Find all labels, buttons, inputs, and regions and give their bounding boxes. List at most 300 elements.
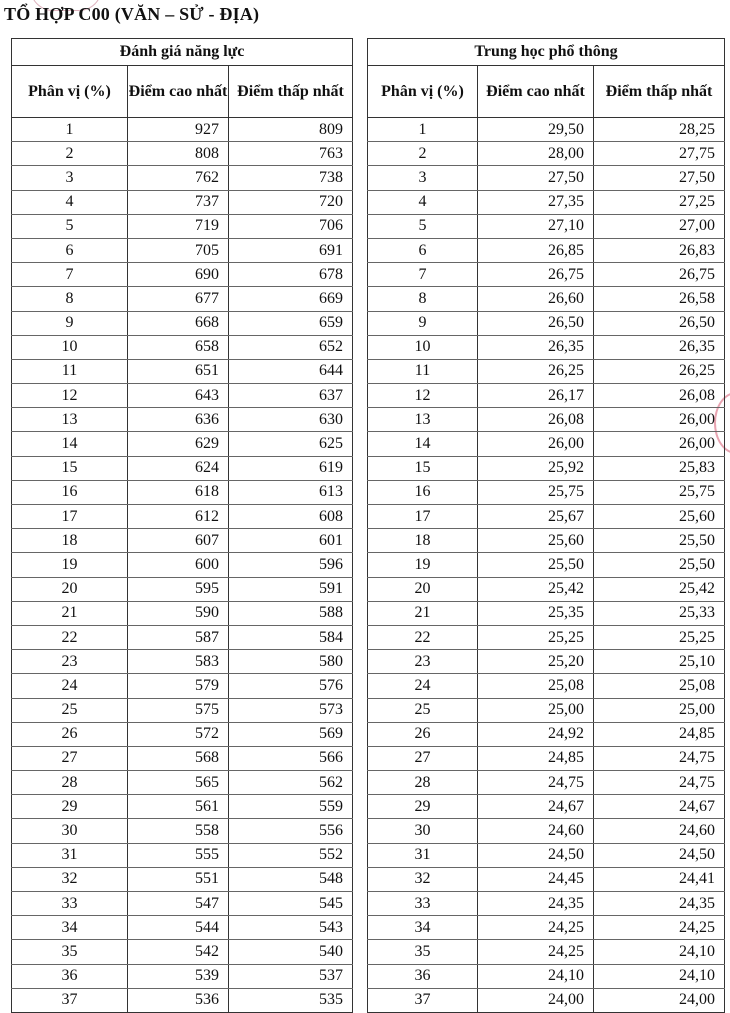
table-body (12, 118, 353, 1013)
percentile-cell: 37 (12, 988, 128, 1012)
percentile-cell: 30 (12, 819, 128, 843)
high-school-exam-table (367, 38, 725, 1013)
lowest-score-cell: 706 (229, 214, 353, 238)
highest-score-cell: 568 (128, 746, 229, 770)
lowest-score-cell: 543 (229, 916, 353, 940)
lowest-score-cell: 669 (229, 287, 353, 311)
lowest-score-cell: 25,75 (594, 480, 725, 504)
percentile-cell: 7 (12, 263, 128, 287)
table-row (368, 384, 725, 408)
table-row (12, 384, 353, 408)
page-heading: TỔ HỢP C00 (VĂN – SỬ - ĐỊA) (4, 4, 260, 24)
highest-score-cell: 25,42 (478, 577, 594, 601)
percentile-cell: 31 (368, 843, 478, 867)
highest-score-cell: 547 (128, 892, 229, 916)
table-row (368, 722, 725, 746)
table-row (368, 190, 725, 214)
percentile-cell: 10 (12, 335, 128, 359)
highest-score-cell: 705 (128, 238, 229, 262)
highest-score-cell: 544 (128, 916, 229, 940)
table-row (12, 746, 353, 770)
highest-score-cell: 25,75 (478, 480, 594, 504)
percentile-cell: 30 (368, 819, 478, 843)
percentile-cell: 22 (368, 625, 478, 649)
table-row (12, 601, 353, 625)
table-row (368, 311, 725, 335)
lowest-score-cell: 26,08 (594, 384, 725, 408)
percentile-cell: 25 (12, 698, 128, 722)
highest-score-cell: 607 (128, 529, 229, 553)
highest-score-cell: 25,25 (478, 625, 594, 649)
highest-score-cell: 26,60 (478, 287, 594, 311)
lowest-score-cell: 535 (229, 988, 353, 1012)
percentile-cell: 21 (368, 601, 478, 625)
lowest-score-cell: 26,00 (594, 432, 725, 456)
lowest-score-cell: 569 (229, 722, 353, 746)
highest-score-cell: 565 (128, 771, 229, 795)
percentile-cell: 17 (12, 505, 128, 529)
table-row (368, 746, 725, 770)
highest-score-cell: 24,25 (478, 940, 594, 964)
table-row (368, 795, 725, 819)
lowest-score-cell: 26,75 (594, 263, 725, 287)
lowest-score-cell: 24,50 (594, 843, 725, 867)
highest-score-cell: 26,25 (478, 359, 594, 383)
highest-score-cell: 555 (128, 843, 229, 867)
lowest-score-cell: 608 (229, 505, 353, 529)
lowest-score-cell: 25,25 (594, 625, 725, 649)
lowest-score-cell: 637 (229, 384, 353, 408)
lowest-score-cell: 24,25 (594, 916, 725, 940)
table-row (368, 480, 725, 504)
percentile-cell: 7 (368, 263, 478, 287)
table-row (12, 505, 353, 529)
highest-score-cell: 26,35 (478, 335, 594, 359)
table-row (12, 940, 353, 964)
percentile-cell: 32 (12, 867, 128, 891)
table-row (368, 505, 725, 529)
table-row (12, 287, 353, 311)
lowest-score-cell: 24,67 (594, 795, 725, 819)
lowest-score-cell: 619 (229, 456, 353, 480)
lowest-score-cell: 601 (229, 529, 353, 553)
percentile-cell: 4 (368, 190, 478, 214)
percentile-cell: 36 (12, 964, 128, 988)
lowest-score-cell: 540 (229, 940, 353, 964)
lowest-score-cell: 25,83 (594, 456, 725, 480)
percentile-cell: 16 (368, 480, 478, 504)
lowest-score-cell: 24,60 (594, 819, 725, 843)
percentile-cell: 21 (12, 601, 128, 625)
lowest-score-cell: 630 (229, 408, 353, 432)
lowest-score-cell: 26,83 (594, 238, 725, 262)
highest-score-cell: 25,92 (478, 456, 594, 480)
highest-score-cell: 629 (128, 432, 229, 456)
table-row (12, 867, 353, 891)
lowest-score-cell: 24,41 (594, 867, 725, 891)
lowest-score-cell: 566 (229, 746, 353, 770)
percentile-cell: 37 (368, 988, 478, 1012)
table-body (368, 118, 725, 1013)
percentile-cell: 5 (368, 214, 478, 238)
highest-score-cell: 25,35 (478, 601, 594, 625)
table-row (12, 408, 353, 432)
header-lowest-score: Điểm thấp nhất (594, 66, 725, 118)
percentile-cell: 14 (12, 432, 128, 456)
table-row (12, 553, 353, 577)
percentile-cell: 9 (368, 311, 478, 335)
percentile-cell: 4 (12, 190, 128, 214)
table-row (368, 166, 725, 190)
highest-score-cell: 24,00 (478, 988, 594, 1012)
highest-score-cell: 26,50 (478, 311, 594, 335)
highest-score-cell: 587 (128, 625, 229, 649)
table-row (12, 916, 353, 940)
lowest-score-cell: 24,00 (594, 988, 725, 1012)
table-title: Đánh giá năng lực (12, 39, 353, 66)
percentile-cell: 17 (368, 505, 478, 529)
highest-score-cell: 25,20 (478, 650, 594, 674)
highest-score-cell: 551 (128, 867, 229, 891)
highest-score-cell: 558 (128, 819, 229, 843)
table-row (12, 311, 353, 335)
table-row (368, 843, 725, 867)
percentile-cell: 25 (368, 698, 478, 722)
lowest-score-cell: 625 (229, 432, 353, 456)
table-row (368, 964, 725, 988)
percentile-cell: 16 (12, 480, 128, 504)
highest-score-cell: 643 (128, 384, 229, 408)
highest-score-cell: 636 (128, 408, 229, 432)
table-row (368, 601, 725, 625)
highest-score-cell: 542 (128, 940, 229, 964)
table-row (12, 214, 353, 238)
lowest-score-cell: 537 (229, 964, 353, 988)
highest-score-cell: 612 (128, 505, 229, 529)
table-row (368, 553, 725, 577)
lowest-score-cell: 25,00 (594, 698, 725, 722)
percentile-cell: 15 (12, 456, 128, 480)
highest-score-cell: 737 (128, 190, 229, 214)
percentile-cell: 27 (368, 746, 478, 770)
highest-score-cell: 927 (128, 118, 229, 142)
table-row (368, 408, 725, 432)
table-row (12, 335, 353, 359)
lowest-score-cell: 26,00 (594, 408, 725, 432)
highest-score-cell: 25,50 (478, 553, 594, 577)
lowest-score-cell: 545 (229, 892, 353, 916)
percentile-cell: 34 (12, 916, 128, 940)
lowest-score-cell: 573 (229, 698, 353, 722)
table-row (12, 238, 353, 262)
percentile-cell: 23 (12, 650, 128, 674)
table-row (12, 142, 353, 166)
lowest-score-cell: 26,25 (594, 359, 725, 383)
highest-score-cell: 25,08 (478, 674, 594, 698)
lowest-score-cell: 25,50 (594, 529, 725, 553)
table-row (368, 988, 725, 1012)
lowest-score-cell: 26,58 (594, 287, 725, 311)
lowest-score-cell: 652 (229, 335, 353, 359)
lowest-score-cell: 548 (229, 867, 353, 891)
highest-score-cell: 651 (128, 359, 229, 383)
percentile-cell: 13 (12, 408, 128, 432)
table-row (12, 698, 353, 722)
percentile-cell: 11 (368, 359, 478, 383)
percentile-cell: 34 (368, 916, 478, 940)
lowest-score-cell: 809 (229, 118, 353, 142)
table-row (12, 480, 353, 504)
percentile-cell: 33 (12, 892, 128, 916)
table-row (368, 335, 725, 359)
percentile-cell: 18 (12, 529, 128, 553)
highest-score-cell: 25,60 (478, 529, 594, 553)
table-row (368, 214, 725, 238)
table-row (12, 795, 353, 819)
highest-score-cell: 618 (128, 480, 229, 504)
table-row (368, 263, 725, 287)
header-percentile: Phân vị (%) (12, 66, 128, 118)
percentile-cell: 22 (12, 625, 128, 649)
percentile-cell: 2 (12, 142, 128, 166)
percentile-cell: 27 (12, 746, 128, 770)
table-row (368, 625, 725, 649)
percentile-cell: 14 (368, 432, 478, 456)
highest-score-cell: 26,17 (478, 384, 594, 408)
competency-assessment-table (11, 38, 353, 1013)
percentile-cell: 19 (368, 553, 478, 577)
highest-score-cell: 595 (128, 577, 229, 601)
table-row (368, 529, 725, 553)
table-row (12, 190, 353, 214)
highest-score-cell: 762 (128, 166, 229, 190)
percentile-cell: 13 (368, 408, 478, 432)
header-percentile: Phân vị (%) (368, 66, 478, 118)
highest-score-cell: 28,00 (478, 142, 594, 166)
table-row (368, 698, 725, 722)
highest-score-cell: 579 (128, 674, 229, 698)
lowest-score-cell: 576 (229, 674, 353, 698)
table-row (368, 577, 725, 601)
table-row (12, 722, 353, 746)
highest-score-cell: 24,10 (478, 964, 594, 988)
highest-score-cell: 24,67 (478, 795, 594, 819)
highest-score-cell: 561 (128, 795, 229, 819)
lowest-score-cell: 25,42 (594, 577, 725, 601)
percentile-cell: 26 (12, 722, 128, 746)
lowest-score-cell: 25,60 (594, 505, 725, 529)
percentile-cell: 12 (12, 384, 128, 408)
percentile-cell: 24 (368, 674, 478, 698)
lowest-score-cell: 644 (229, 359, 353, 383)
lowest-score-cell: 24,10 (594, 940, 725, 964)
percentile-cell: 5 (12, 214, 128, 238)
lowest-score-cell: 27,50 (594, 166, 725, 190)
percentile-cell: 20 (368, 577, 478, 601)
highest-score-cell: 24,50 (478, 843, 594, 867)
highest-score-cell: 25,00 (478, 698, 594, 722)
table-row (12, 432, 353, 456)
percentile-cell: 8 (12, 287, 128, 311)
table-row (12, 263, 353, 287)
percentile-cell: 23 (368, 650, 478, 674)
table-row (12, 892, 353, 916)
table-row (368, 432, 725, 456)
percentile-cell: 6 (368, 238, 478, 262)
highest-score-cell: 26,85 (478, 238, 594, 262)
highest-score-cell: 27,50 (478, 166, 594, 190)
percentile-cell: 6 (12, 238, 128, 262)
lowest-score-cell: 678 (229, 263, 353, 287)
percentile-cell: 29 (12, 795, 128, 819)
percentile-cell: 31 (12, 843, 128, 867)
highest-score-cell: 677 (128, 287, 229, 311)
table-row (368, 892, 725, 916)
percentile-cell: 12 (368, 384, 478, 408)
percentile-cell: 29 (368, 795, 478, 819)
percentile-cell: 9 (12, 311, 128, 335)
table-row (12, 964, 353, 988)
table-row (368, 819, 725, 843)
lowest-score-cell: 556 (229, 819, 353, 843)
table-row (368, 142, 725, 166)
highest-score-cell: 24,45 (478, 867, 594, 891)
lowest-score-cell: 26,35 (594, 335, 725, 359)
lowest-score-cell: 26,50 (594, 311, 725, 335)
lowest-score-cell: 613 (229, 480, 353, 504)
percentile-cell: 1 (12, 118, 128, 142)
table-row (368, 118, 725, 142)
lowest-score-cell: 24,75 (594, 746, 725, 770)
highest-score-cell: 24,35 (478, 892, 594, 916)
lowest-score-cell: 591 (229, 577, 353, 601)
table-row (368, 456, 725, 480)
percentile-cell: 3 (12, 166, 128, 190)
table-row (12, 577, 353, 601)
lowest-score-cell: 27,00 (594, 214, 725, 238)
lowest-score-cell: 25,50 (594, 553, 725, 577)
highest-score-cell: 25,67 (478, 505, 594, 529)
highest-score-cell: 600 (128, 553, 229, 577)
lowest-score-cell: 562 (229, 771, 353, 795)
highest-score-cell: 583 (128, 650, 229, 674)
table-row (12, 650, 353, 674)
highest-score-cell: 24,25 (478, 916, 594, 940)
table-row (368, 940, 725, 964)
lowest-score-cell: 27,25 (594, 190, 725, 214)
percentile-cell: 20 (12, 577, 128, 601)
lowest-score-cell: 691 (229, 238, 353, 262)
table-row (12, 625, 353, 649)
highest-score-cell: 624 (128, 456, 229, 480)
header-highest-score: Điểm cao nhất (478, 66, 594, 118)
percentile-cell: 35 (368, 940, 478, 964)
percentile-cell: 28 (368, 771, 478, 795)
header-highest-score: Điểm cao nhất (128, 66, 229, 118)
highest-score-cell: 575 (128, 698, 229, 722)
table-row (368, 771, 725, 795)
highest-score-cell: 27,10 (478, 214, 594, 238)
lowest-score-cell: 559 (229, 795, 353, 819)
table-row (368, 650, 725, 674)
lowest-score-cell: 24,35 (594, 892, 725, 916)
table-row (12, 166, 353, 190)
highest-score-cell: 690 (128, 263, 229, 287)
percentile-cell: 18 (368, 529, 478, 553)
lowest-score-cell: 580 (229, 650, 353, 674)
table-row (368, 916, 725, 940)
table-row (368, 674, 725, 698)
header-lowest-score: Điểm thấp nhất (229, 66, 353, 118)
percentile-cell: 26 (368, 722, 478, 746)
table-row (12, 843, 353, 867)
highest-score-cell: 26,00 (478, 432, 594, 456)
highest-score-cell: 536 (128, 988, 229, 1012)
percentile-cell: 10 (368, 335, 478, 359)
highest-score-cell: 24,92 (478, 722, 594, 746)
lowest-score-cell: 24,85 (594, 722, 725, 746)
lowest-score-cell: 28,25 (594, 118, 725, 142)
highest-score-cell: 26,08 (478, 408, 594, 432)
percentile-cell: 28 (12, 771, 128, 795)
table-title: Trung học phổ thông (368, 39, 725, 66)
table-row (12, 771, 353, 795)
highest-score-cell: 24,75 (478, 771, 594, 795)
percentile-cell: 24 (12, 674, 128, 698)
percentile-cell: 3 (368, 166, 478, 190)
table-row (12, 988, 353, 1012)
table-row (12, 674, 353, 698)
table-row (12, 529, 353, 553)
lowest-score-cell: 738 (229, 166, 353, 190)
highest-score-cell: 24,60 (478, 819, 594, 843)
table-row (368, 238, 725, 262)
highest-score-cell: 27,35 (478, 190, 594, 214)
table-row (12, 359, 353, 383)
lowest-score-cell: 588 (229, 601, 353, 625)
lowest-score-cell: 25,10 (594, 650, 725, 674)
percentile-cell: 8 (368, 287, 478, 311)
highest-score-cell: 26,75 (478, 263, 594, 287)
lowest-score-cell: 596 (229, 553, 353, 577)
percentile-cell: 1 (368, 118, 478, 142)
lowest-score-cell: 659 (229, 311, 353, 335)
percentile-cell: 11 (12, 359, 128, 383)
lowest-score-cell: 763 (229, 142, 353, 166)
table-row (368, 287, 725, 311)
highest-score-cell: 29,50 (478, 118, 594, 142)
lowest-score-cell: 584 (229, 625, 353, 649)
percentile-cell: 2 (368, 142, 478, 166)
table-row (368, 359, 725, 383)
lowest-score-cell: 25,33 (594, 601, 725, 625)
highest-score-cell: 590 (128, 601, 229, 625)
highest-score-cell: 24,85 (478, 746, 594, 770)
highest-score-cell: 668 (128, 311, 229, 335)
percentile-cell: 35 (12, 940, 128, 964)
lowest-score-cell: 27,75 (594, 142, 725, 166)
lowest-score-cell: 720 (229, 190, 353, 214)
lowest-score-cell: 552 (229, 843, 353, 867)
percentile-cell: 19 (12, 553, 128, 577)
percentile-cell: 33 (368, 892, 478, 916)
highest-score-cell: 539 (128, 964, 229, 988)
percentile-cell: 32 (368, 867, 478, 891)
percentile-cell: 15 (368, 456, 478, 480)
lowest-score-cell: 24,75 (594, 771, 725, 795)
table-row (12, 118, 353, 142)
lowest-score-cell: 25,08 (594, 674, 725, 698)
